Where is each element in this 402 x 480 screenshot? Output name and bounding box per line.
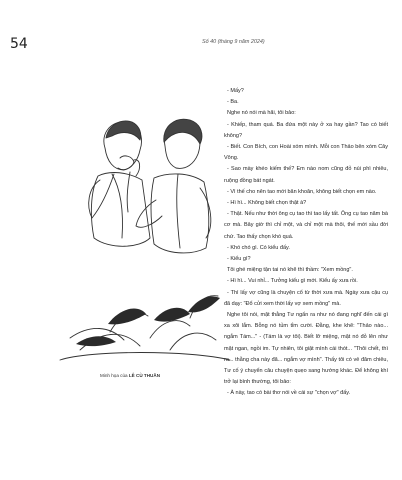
page-number: 54 bbox=[10, 36, 28, 52]
article-paragraph: - Ba. bbox=[227, 99, 239, 106]
article-paragraph: - Thì lấy vợ cũng là chuyện cổ từ thời xưa mà. Ngày xưa cậu cụ đã dạy: "Đổ cửi xem thời lấy vợ xem mồng" mà. bbox=[224, 289, 388, 307]
article-paragraph: - Biết. Con Bích, con Hoài xóm mình. Mỗi con Thảo bên xóm Cây Vông. bbox=[224, 144, 388, 162]
caption-prefix: Minh họa của bbox=[100, 373, 128, 378]
article-body bbox=[224, 86, 388, 400]
issue-label: Số 40 (tháng 9 năm 2024) bbox=[202, 39, 265, 45]
article-paragraph: - Khó chó gì. Có kiểu đấy. bbox=[227, 244, 290, 251]
article-paragraph: - Hì hì... Không biết chọn thật à? bbox=[227, 200, 307, 207]
article-paragraph: - Thật. Nếu như thời ông cụ tao thì tao lấy tất. Ông cụ tao năm bà cơ mà. Bây giờ thì chỉ một, và chỉ một mà thôi, thế mới sầu đời chứ. Tao thấy chọn khó quá. bbox=[224, 211, 388, 240]
article-paragraph: - Mấy? bbox=[227, 88, 244, 94]
article-paragraph: Nghe tôi nói, mặt thằng Tư ngẩn ra như nó đang nghĩ đến cái gì xa xôi lắm. Bỗng nó tủm tỉm cười. Đằng, khe khẽ: "Thảo nào... ngắm Tám..." - (Tám là vợ tôi). Biết lỡ miệng, mặt nó đỏ lên như mặt ngan, ngồi im. Tự nhiên, tôi giật mình cái thót... "Thôi chết, thì ra... thằng cha này đã... ngắm vợ mình". Thấy tôi có vẻ đăm chiêu, Tư cố ý chuyển câu chuyện quẹo sang hướng khác. Để không khí trở lại bình thường, tôi bảo: bbox=[224, 312, 388, 386]
caption-artist: LÊ CÙ THUẦN bbox=[128, 373, 161, 378]
article-paragraph: - À này, tao có bài thơ nói về cái sự "chọn vợ" đấy. bbox=[227, 390, 351, 397]
illustration-caption bbox=[100, 373, 160, 378]
article-paragraph: - Khiếp, tham quá. Ba đứa một này ở xa hay gần? Tao có biết không? bbox=[224, 121, 388, 139]
article-paragraph: Tôi ghé miệng tận tai nó khẽ thì thầm: "Xem mồng". bbox=[227, 267, 353, 274]
article-paragraph: - Vì thế cho nên tao mới băn khoăn, không biết chọn em nào. bbox=[227, 188, 377, 195]
article-paragraph: - Hì hì... Vui nhỉ... Tưởng kiểu gì mới. Kiểu ấy xưa rồi. bbox=[227, 278, 358, 285]
article-paragraph: - Kiểu gì? bbox=[227, 256, 251, 263]
article-paragraph: - Sao mày khéo kiếm thế? Em nào nom cũng đỏ núi phì nhiêu, ruộng đồng bát ngát. bbox=[224, 166, 388, 184]
illustration bbox=[50, 88, 234, 378]
article-paragraph: Nghe nó nói mà hãi, tôi bảo: bbox=[227, 110, 296, 117]
